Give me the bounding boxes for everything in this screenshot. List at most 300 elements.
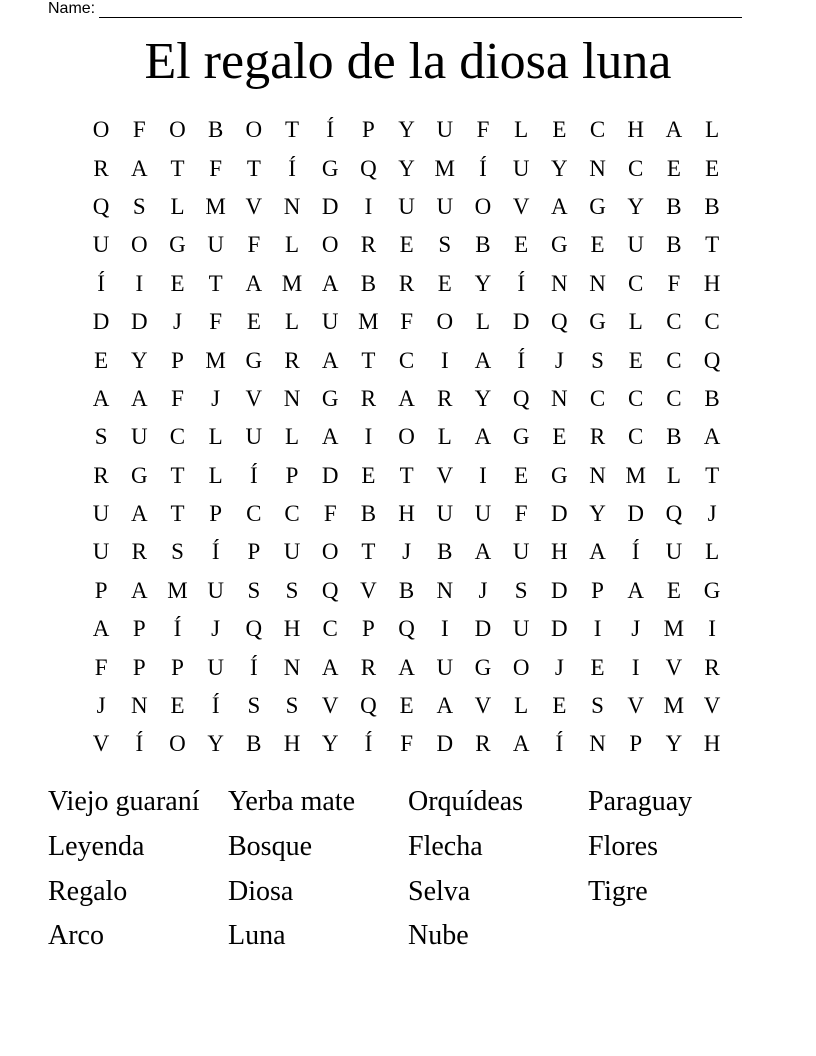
grid-cell: E bbox=[399, 693, 414, 719]
grid-cell: E bbox=[170, 693, 185, 719]
grid-cell: Í bbox=[135, 731, 144, 757]
grid-cell: Q bbox=[92, 193, 110, 219]
grid-cell: M bbox=[281, 270, 303, 296]
grid-cell: N bbox=[589, 155, 606, 181]
grid-row bbox=[82, 457, 731, 495]
grid-row bbox=[82, 265, 731, 303]
word-list-item: Diosa bbox=[228, 875, 294, 907]
grid-cell: A bbox=[512, 731, 530, 757]
grid-cell: P bbox=[362, 117, 375, 143]
grid-cell: L bbox=[285, 424, 300, 450]
grid-cell: B bbox=[360, 501, 377, 527]
grid-cell: V bbox=[665, 654, 683, 680]
grid-cell: U bbox=[398, 193, 415, 219]
grid-cell: A bbox=[436, 693, 454, 719]
word-list-item: Viejo guaraní bbox=[48, 786, 200, 818]
grid-cell: P bbox=[629, 731, 643, 757]
grid-cell: U bbox=[436, 654, 454, 680]
grid-cell: V bbox=[92, 731, 110, 757]
grid-cell: U bbox=[92, 501, 110, 527]
grid-cell: Í bbox=[555, 731, 564, 757]
grid-cell: Í bbox=[288, 155, 296, 181]
grid-cell: D bbox=[551, 501, 568, 527]
grid-cell: R bbox=[360, 385, 377, 411]
grid-cell: C bbox=[628, 385, 644, 411]
grid-cell: L bbox=[514, 693, 529, 719]
grid-cell: G bbox=[321, 155, 339, 181]
grid-cell: D bbox=[92, 309, 110, 335]
grid-cell: Í bbox=[479, 155, 487, 181]
grid-cell: Q bbox=[360, 693, 377, 719]
word-list-item: Luna bbox=[228, 920, 286, 952]
grid-cell: E bbox=[552, 117, 567, 143]
grid-cell: C bbox=[169, 424, 186, 450]
grid-cell: J bbox=[402, 539, 412, 565]
grid-cell: R bbox=[360, 654, 377, 680]
grid-row bbox=[82, 341, 731, 379]
grid-cell: Y bbox=[207, 731, 224, 757]
grid-cell: I bbox=[593, 616, 602, 642]
grid-cell: O bbox=[436, 309, 454, 335]
grid-cell: N bbox=[589, 270, 606, 296]
grid-cell: S bbox=[132, 193, 146, 219]
grid-cell: A bbox=[321, 270, 339, 296]
grid-cell: G bbox=[169, 232, 186, 258]
grid-cell: C bbox=[704, 309, 720, 335]
grid-cell: T bbox=[170, 462, 185, 488]
grid-cell: J bbox=[554, 654, 564, 680]
grid-cell: C bbox=[246, 501, 262, 527]
grid-cell: D bbox=[627, 501, 645, 527]
grid-cell: U bbox=[436, 117, 454, 143]
grid-cell: V bbox=[512, 193, 530, 219]
grid-cell: Y bbox=[321, 731, 339, 757]
grid-cell: A bbox=[321, 424, 339, 450]
grid-cell: P bbox=[171, 654, 184, 680]
grid-cell: D bbox=[551, 577, 568, 603]
grid-cell: R bbox=[589, 424, 606, 450]
grid-cell: E bbox=[590, 654, 605, 680]
grid-cell: P bbox=[285, 462, 299, 488]
grid-cell: J bbox=[478, 577, 488, 603]
grid-cell: U bbox=[474, 501, 492, 527]
grid-cell: L bbox=[705, 117, 720, 143]
word-list-item: Paraguay bbox=[588, 786, 693, 818]
grid-row bbox=[82, 687, 731, 725]
grid-cell: Í bbox=[173, 616, 182, 642]
word-list-item: Tigre bbox=[588, 875, 648, 907]
grid-cell: D bbox=[512, 309, 530, 335]
grid-cell: C bbox=[589, 385, 606, 411]
grid-cell: T bbox=[170, 155, 185, 181]
grid-cell: A bbox=[589, 539, 606, 565]
grid-cell: F bbox=[476, 117, 490, 143]
grid-cell: A bbox=[92, 385, 110, 411]
grid-cell: G bbox=[551, 232, 568, 258]
grid-cell: B bbox=[398, 577, 415, 603]
grid-cell: O bbox=[398, 424, 415, 450]
grid-cell: B bbox=[666, 232, 682, 258]
grid-cell: N bbox=[589, 462, 606, 488]
grid-cell: G bbox=[130, 462, 148, 488]
grid-cell: Y bbox=[398, 117, 415, 143]
word-list-item: Nube bbox=[408, 920, 469, 952]
grid-cell: G bbox=[474, 654, 492, 680]
grid-cell: M bbox=[205, 347, 226, 373]
grid-cell: S bbox=[94, 424, 108, 450]
grid-cell: Q bbox=[551, 309, 568, 335]
grid-cell: V bbox=[436, 462, 454, 488]
grid-cell: P bbox=[209, 501, 223, 527]
grid-cell: C bbox=[628, 270, 644, 296]
grid-cell: B bbox=[666, 193, 682, 219]
grid-cell: R bbox=[398, 270, 415, 296]
grid-cell: I bbox=[364, 424, 373, 450]
grid-cell: Í bbox=[211, 539, 220, 565]
grid-cell: R bbox=[475, 731, 491, 757]
grid-cell: S bbox=[591, 693, 604, 719]
grid-row bbox=[82, 648, 731, 686]
grid-cell: L bbox=[475, 309, 490, 335]
grid-cell: G bbox=[703, 577, 721, 603]
grid-cell: F bbox=[323, 501, 337, 527]
word-list-item: Yerba mate bbox=[228, 786, 356, 818]
grid-cell: E bbox=[437, 270, 452, 296]
grid-row bbox=[82, 533, 731, 571]
grid-cell: D bbox=[130, 309, 148, 335]
grid-row bbox=[82, 380, 731, 418]
grid-cell: I bbox=[440, 616, 449, 642]
grid-cell: N bbox=[551, 385, 568, 411]
grid-cell: F bbox=[209, 309, 223, 335]
grid-cell: A bbox=[398, 654, 415, 680]
grid-cell: V bbox=[627, 693, 645, 719]
grid-cell: A bbox=[321, 654, 339, 680]
grid-cell: I bbox=[440, 347, 449, 373]
grid-cell: N bbox=[283, 654, 301, 680]
grid-cell: Í bbox=[250, 654, 258, 680]
grid-cell: R bbox=[93, 462, 109, 488]
word-list-item: Flecha bbox=[408, 831, 483, 863]
grid-cell: L bbox=[208, 462, 223, 488]
word-list-item: Regalo bbox=[48, 875, 128, 907]
grid-cell: Y bbox=[665, 731, 683, 757]
grid-cell: A bbox=[551, 193, 568, 219]
grid-cell: Í bbox=[97, 270, 105, 296]
grid-cell: H bbox=[283, 616, 301, 642]
grid-cell: D bbox=[551, 616, 568, 642]
grid-cell: O bbox=[92, 117, 110, 143]
grid-cell: Y bbox=[398, 155, 415, 181]
grid-cell: E bbox=[628, 347, 643, 373]
name-label: Name: bbox=[48, 0, 96, 17]
grid-cell: Q bbox=[398, 616, 415, 642]
grid-row bbox=[82, 725, 731, 763]
grid-cell: R bbox=[360, 232, 377, 258]
grid-cell: D bbox=[321, 193, 339, 219]
grid-cell: H bbox=[398, 501, 415, 527]
grid-cell: C bbox=[589, 117, 606, 143]
grid-cell: G bbox=[589, 309, 606, 335]
grid-cell: O bbox=[169, 117, 186, 143]
grid-cell: A bbox=[398, 385, 415, 411]
grid-cell: N bbox=[551, 270, 568, 296]
grid-cell: D bbox=[436, 731, 454, 757]
grid-cell: C bbox=[322, 616, 338, 642]
grid-cell: E bbox=[705, 155, 720, 181]
grid-cell: J bbox=[631, 616, 641, 642]
grid-cell: U bbox=[321, 309, 339, 335]
grid-cell: Y bbox=[474, 270, 492, 296]
grid-cell: J bbox=[172, 309, 182, 335]
grid-cell: F bbox=[667, 270, 681, 296]
grid-cell: J bbox=[211, 385, 221, 411]
grid-cell: S bbox=[171, 539, 184, 565]
grid-cell: H bbox=[703, 731, 721, 757]
grid-cell: P bbox=[247, 539, 261, 565]
grid-cell: A bbox=[321, 347, 339, 373]
grid-cell: R bbox=[437, 385, 453, 411]
grid-cell: F bbox=[94, 654, 108, 680]
grid-cell: C bbox=[666, 385, 682, 411]
grid-cell: U bbox=[283, 539, 301, 565]
grid-row bbox=[82, 610, 731, 648]
grid-cell: U bbox=[512, 155, 530, 181]
grid-cell: F bbox=[400, 309, 413, 335]
word-list-item: Flores bbox=[588, 831, 658, 863]
grid-cell: Í bbox=[250, 462, 258, 488]
grid-cell: Í bbox=[517, 270, 525, 296]
grid-cell: T bbox=[361, 539, 376, 565]
grid-row bbox=[82, 572, 731, 610]
grid-cell: F bbox=[171, 385, 184, 411]
grid-cell: A bbox=[130, 385, 148, 411]
grid-cell: B bbox=[704, 385, 720, 411]
grid-cell: B bbox=[207, 117, 224, 143]
grid-cell: L bbox=[705, 539, 720, 565]
grid-cell: T bbox=[208, 270, 223, 296]
grid-cell: I bbox=[631, 654, 640, 680]
grid-cell: N bbox=[436, 577, 454, 603]
grid-cell: R bbox=[93, 155, 109, 181]
grid-cell: Í bbox=[211, 693, 220, 719]
grid-cell: H bbox=[627, 117, 645, 143]
grid-cell: A bbox=[474, 424, 492, 450]
grid-cell: C bbox=[666, 347, 682, 373]
grid-cell: V bbox=[245, 193, 263, 219]
grid-cell: Í bbox=[517, 347, 525, 373]
grid-cell: V bbox=[360, 577, 377, 603]
grid-row bbox=[82, 188, 731, 226]
grid-cell: S bbox=[514, 577, 528, 603]
grid-row bbox=[82, 418, 731, 456]
grid-cell: M bbox=[167, 577, 188, 603]
grid-cell: B bbox=[475, 232, 491, 258]
grid-cell: G bbox=[245, 347, 263, 373]
grid-cell: P bbox=[132, 616, 146, 642]
grid-cell: U bbox=[207, 654, 224, 680]
grid-cell: N bbox=[589, 731, 606, 757]
grid-cell: R bbox=[131, 539, 147, 565]
grid-cell: O bbox=[321, 232, 339, 258]
word-list bbox=[48, 780, 768, 959]
grid-cell: M bbox=[358, 309, 379, 335]
grid-cell: N bbox=[283, 193, 301, 219]
grid-cell: V bbox=[474, 693, 492, 719]
grid-cell: V bbox=[703, 693, 721, 719]
grid-cell: B bbox=[360, 270, 377, 296]
grid-cell: Y bbox=[130, 347, 148, 373]
grid-cell: E bbox=[246, 309, 261, 335]
grid-cell: L bbox=[170, 193, 185, 219]
grid-cell: U bbox=[512, 539, 530, 565]
page-title: El regalo de la diosa luna bbox=[144, 33, 672, 90]
grid-cell: Í bbox=[631, 539, 640, 565]
grid-cell: E bbox=[399, 232, 414, 258]
grid-cell: E bbox=[666, 577, 681, 603]
grid-cell: Í bbox=[326, 117, 335, 143]
grid-cell: E bbox=[552, 693, 567, 719]
grid-cell: B bbox=[246, 731, 262, 757]
word-list-item: Leyenda bbox=[48, 831, 145, 863]
grid-cell: A bbox=[474, 347, 492, 373]
grid-cell: V bbox=[245, 385, 263, 411]
grid-cell: U bbox=[436, 193, 454, 219]
grid-cell: E bbox=[552, 424, 567, 450]
grid-cell: O bbox=[245, 117, 263, 143]
grid-cell: G bbox=[512, 424, 530, 450]
grid-cell: H bbox=[551, 539, 568, 565]
grid-row bbox=[82, 303, 731, 341]
grid-cell: Q bbox=[360, 155, 377, 181]
grid-cell: M bbox=[625, 462, 646, 488]
grid-cell: S bbox=[285, 577, 299, 603]
grid-cell: U bbox=[665, 539, 683, 565]
grid-cell: P bbox=[171, 347, 184, 373]
grid-cell: E bbox=[361, 462, 376, 488]
grid-cell: Y bbox=[627, 193, 645, 219]
grid-cell: T bbox=[285, 117, 300, 143]
grid-cell: T bbox=[705, 232, 720, 258]
grid-cell: U bbox=[207, 577, 224, 603]
grid-cell: J bbox=[96, 693, 106, 719]
grid-cell: P bbox=[94, 577, 108, 603]
grid-cell: V bbox=[321, 693, 339, 719]
grid-cell: G bbox=[551, 462, 568, 488]
grid-cell: U bbox=[92, 539, 110, 565]
grid-cell: U bbox=[207, 232, 224, 258]
grid-cell: E bbox=[170, 270, 185, 296]
grid-cell: A bbox=[627, 577, 645, 603]
grid-cell: A bbox=[474, 539, 492, 565]
grid-cell: U bbox=[92, 232, 110, 258]
grid-cell: I bbox=[479, 462, 487, 488]
grid-cell: Y bbox=[474, 385, 492, 411]
word-list-item: Selva bbox=[408, 875, 471, 907]
grid-cell: S bbox=[591, 347, 604, 373]
grid-row bbox=[82, 226, 731, 264]
grid-cell: G bbox=[321, 385, 339, 411]
grid-cell: D bbox=[321, 462, 339, 488]
grid-cell: C bbox=[628, 155, 644, 181]
grid-cell: S bbox=[247, 577, 261, 603]
grid-cell: J bbox=[211, 616, 221, 642]
grid-cell: C bbox=[398, 347, 415, 373]
grid-cell: A bbox=[703, 424, 721, 450]
grid-cell: G bbox=[589, 193, 606, 219]
grid-cell: D bbox=[474, 616, 492, 642]
grid-cell: F bbox=[400, 731, 413, 757]
grid-cell: A bbox=[665, 117, 683, 143]
word-list-item: Arco bbox=[48, 920, 104, 952]
grid-cell: Í bbox=[364, 731, 373, 757]
grid-row bbox=[82, 111, 731, 149]
grid-cell: P bbox=[132, 654, 146, 680]
name-field-row bbox=[48, 0, 742, 18]
grid-cell: L bbox=[285, 309, 300, 335]
grid-cell: S bbox=[285, 693, 299, 719]
grid-cell: Y bbox=[551, 155, 568, 181]
grid-row bbox=[82, 495, 731, 533]
grid-cell: J bbox=[554, 347, 564, 373]
grid-cell: Q bbox=[245, 616, 263, 642]
grid-cell: A bbox=[92, 616, 110, 642]
grid-cell: P bbox=[362, 616, 375, 642]
grid-cell: U bbox=[627, 232, 645, 258]
grid-cell: J bbox=[707, 501, 717, 527]
grid-cell: U bbox=[245, 424, 263, 450]
grid-cell: H bbox=[283, 731, 301, 757]
grid-cell: A bbox=[245, 270, 263, 296]
grid-cell: O bbox=[321, 539, 339, 565]
grid-cell: I bbox=[135, 270, 144, 296]
grid-cell: C bbox=[284, 501, 300, 527]
grid-cell: M bbox=[663, 616, 685, 642]
grid-cell: L bbox=[628, 309, 643, 335]
grid-cell: R bbox=[704, 654, 720, 680]
grid-cell: M bbox=[205, 193, 226, 219]
grid-cell: T bbox=[705, 462, 720, 488]
grid-cell: F bbox=[514, 501, 528, 527]
word-list-item: Bosque bbox=[228, 831, 312, 863]
grid-cell: O bbox=[474, 193, 492, 219]
grid-cell: L bbox=[514, 117, 529, 143]
grid-cell: I bbox=[364, 193, 373, 219]
grid-cell: M bbox=[434, 155, 455, 181]
grid-cell: F bbox=[209, 155, 223, 181]
grid-cell: Q bbox=[512, 385, 530, 411]
grid-cell: Q bbox=[703, 347, 721, 373]
grid-cell: L bbox=[208, 424, 223, 450]
grid-cell: H bbox=[703, 270, 721, 296]
grid-cell: A bbox=[130, 577, 148, 603]
grid-cell: T bbox=[170, 501, 185, 527]
grid-cell: S bbox=[247, 693, 261, 719]
grid-cell: T bbox=[399, 462, 414, 488]
grid-cell: T bbox=[246, 155, 261, 181]
grid-cell: B bbox=[666, 424, 682, 450]
grid-cell: U bbox=[130, 424, 148, 450]
grid-cell: A bbox=[130, 155, 148, 181]
grid-cell: N bbox=[130, 693, 148, 719]
grid-cell: M bbox=[663, 693, 685, 719]
grid-cell: E bbox=[590, 232, 605, 258]
grid-cell: U bbox=[436, 501, 454, 527]
grid-cell: P bbox=[591, 577, 604, 603]
grid-cell: L bbox=[285, 232, 300, 258]
grid-cell: E bbox=[666, 155, 681, 181]
grid-cell: N bbox=[283, 385, 301, 411]
